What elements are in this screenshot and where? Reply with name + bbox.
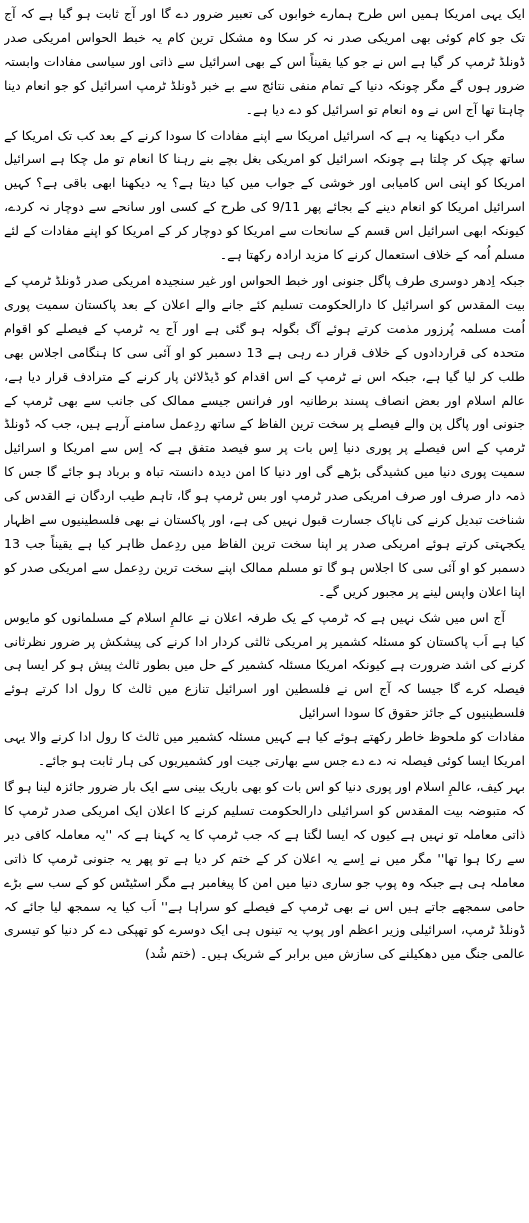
paragraph-intro: ایک یہی امریکا ہمیں اس طرح ہمارے خوابوں کی تعبیر ضرور دے گا اور آج ثابت ہو گیا ہے کہ آج تک جو کام کوئی بھی امریکی صدر نہ کر سکا وہ مشکل ترین کام یہ خبط الحواس امریکی صدر ڈونلڈ ٹرمپ کر گیا ہے اس نے جو کیا یقیناً اس کے بھی اسرائیل سے ذاتی اور سیاسی مفادات وابستہ ضرور ہوں گے مگر چونکہ دنیا کے تمام منفی نتائج سے بے خبر ڈونلڈ ٹرمپ اسرائیل کو جو انعام دینا چاہتا تھا آج اس نے وہ انعام تو اسرائیل کو دے دیا ہے۔ <box>4 6 525 117</box>
paragraph-israel-reward: مگر اب دیکھنا یہ ہے کہ اسرائیل امریکا سے اپنے مفادات کا سودا کرنے کے بعد کب تک امریکا کے ساتھ چپک کر چلتا ہے چونکہ اسرائیل کو امریکی بغل بچے بنے رہنا کا انعام تو مل چکا ہے اسرائیل امریکا کو اپنی اس کامیابی اور خوشی کے جواب میں کیا دیتا ہے؟ یہ دیکھنا ابھی باقی ہے؟ کہیں اسرائیل امریکا کو انعام دینے کے بجائے پھر 9/11 کی طرح کے کسی اور سانحے سے دوچار نہ کردے، کیونکہ ابھی اسرائیل اس قسم کے سانحات سے امریکا کو دوچار کر کے امریکا کو اپنے مفادات کے لئے مسلم اُمہ کے خلاف استعمال کرنے کا مزید ارادہ رکھتا ہے۔ <box>4 127 525 263</box>
paragraph-kashmir-outcome: مفادات کو ملحوظ خاطر رکھتے ہوئے کیا ہے کہیں مسئلہ کشمیر میں ثالث کا رول ادا کرنے والا یہی امریکا ایسا کوئی فیصلہ نہ دے دے جس سے بھارتی جیت اور کشمیریوں کی ہار ثابت ہو جائے۔ <box>4 729 525 769</box>
paragraph-conclusion: بہر کیف، عالمِ اسلام اور پوری دنیا کو اس بات کو بھی باریک بینی سے ایک بار ضرور جائزہ لینا ہو گا کہ متبوضہ بیت المقدس کو اسرائیلی دارالحکومت تسلیم کرنے کا اعلان ایک امریکی صدر ٹرمپ کا ذاتی معاملہ تو نہیں ہے کیوں کہ ایسا لگتا ہے کہ جب ٹرمپ کا یہ کہنا ہے کہ ''یہ معاملہ کافی دیر سے رکا ہوا تھا'' مگر میں نے اِسے یہ اعلان کر کے ختم کر دیا ہے تو پھر یہ جنونی ٹرمپ کا ذاتی معاملہ ہی ہے جبکہ وہ پوپ جو ساری دنیا میں امن کا پیغامبر ہے مگر اسٹیٹس کو کے سب سے بڑے حامی سمجھے جاتے ہیں اس نے بھی ٹرمپ کے فیصلے کو سراہا ہے'' اَب کیا یہ سمجھ لیا جائے کہ ڈونلڈ ٹرمپ، اسرائیلی وزیر اعظم اور پوپ یہ تینوں ہی ایک دوسرے کو تھپکی دے کر دنیا کو تیسری عالمی جنگ میں دھکیلنے کی سازش میں برابر کے شریک ہیں۔ (ختم شُد) <box>4 779 525 962</box>
paragraph-world-reaction: جبکہ اِدھر دوسری طرف پاگل جنونی اور خبط الحواس اور غیر سنجیدہ امریکی صدر ڈونلڈ ٹرمپ کے بیت المقدس کو اسرائیل کا دارالحکومت تسلیم کئے جانے والے اعلان کے بعد پاکستان سمیت پوری اُمت مسلمہ پُرزور مذمت کرتے ہوئے آگ بگولہ ہو گئی ہے اور آج یہ ٹرمپ کے فیصلے کو اقوام متحدہ کی قراردادوں کے خلاف قرار دے رہی ہے 13 دسمبر کو او آئی سی کا ہنگامی اجلاس بھی طلب کر لیا گیا ہے، جبکہ اس نے ٹرمپ کے اس اقدام کو ڈیڈلائن پار کرنے کے مترادف قرار دیا ہے، عالم اسلام اور بعض انصاف پسند برطانیہ اور فرانس جیسے ممالک کی جانب سے بھی ٹرمپ کے جنونی اور پاگل پن والے فیصلے پر سخت ترین الفاظ کے ساتھ ردِعمل سامنے آرہے ہیں، جب کہ ڈونلڈ ٹرمپ کے اس فیصلے پر پوری دنیا اِس بات پر سو فیصد متفق ہے کہ اِس سے امریکا و اسرائیل سمیت پوری دنیا میں کشیدگی بڑھے گی اور دنیا کا امن دیدہ دانستہ تباہ و برباد ہو جائے گا جس کا ذمہ دار صرف اور صرف امریکی صدر ٹرمپ اور بس ٹرمپ ہو گا، تاہم طیب اردگان نے القدس کی شناخت تبدیل کرنے کی ناپاک جسارت قبول نہیں کی ہے، اور پاکستان نے بھی فلسطینیوں سے اظہار یکجہتی کرتے ہوئے امریکی صدر پر اپنا سخت ترین الفاظ میں ردِعمل ظاہر کیا ہے یقیناً جب 13 دسمبر کو او آئی سی کا اجلاس ہو گا تو مسلم ممالک اپنے سخت ترین ردِعمل سے امریکی صدر کو اپنا اعلان واپس لینے پر مجبور کریں گے۔ <box>4 272 525 599</box>
article-body <box>4 2 525 1221</box>
paragraph-kashmir-mediation: آج اس میں شک نہیں ہے کہ ٹرمپ کے یک طرفہ اعلان نے عالمِ اسلام کے مسلمانوں کو مایوس کیا ہے اَب پاکستان کو مسئلہ کشمیر پر امریکی ثالثی کردار ادا کرنے کی پیشکش پر ضرور نظرثانی کرنے کی اشد ضرورت ہے کیونکہ امریکا مسئلہ کشمیر کے حل میں بطور ثالث پیش ہو کر ایسا ہی فیصلہ کرے گا جیسا کہ آج اس نے فلسطین اور اسرائیل تنازع میں ثالث کا رول ادا کرتے ہوئے فلسطینیوں کے جائز حقوق کا سودا اسرائیل <box>4 609 525 721</box>
